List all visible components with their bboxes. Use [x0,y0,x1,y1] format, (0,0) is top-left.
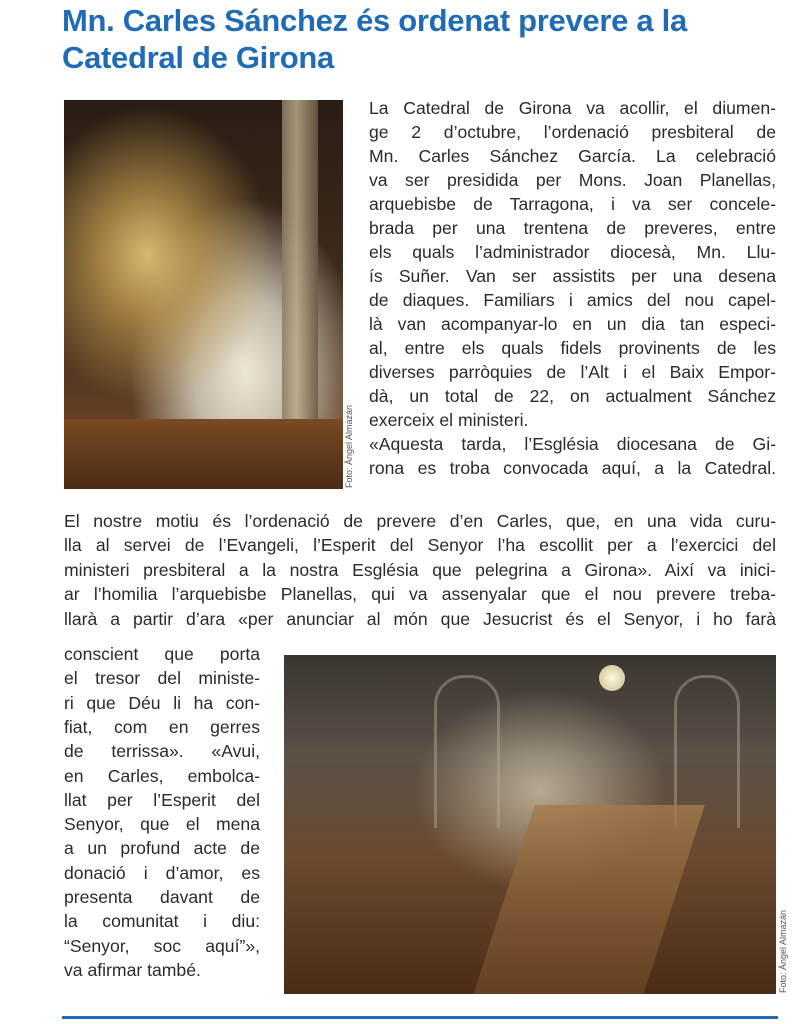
text-line: donació i d’amor, es [64,862,260,883]
text-line: llarà a partir d’ara «per anunciar al món que Jesucrist és el Senyor, i ho farà [64,608,776,629]
text-line: fiat, com en gerres [64,716,260,737]
text-line: ri que Déu li ha con- [64,692,260,713]
text-line: diverses parròquies de l’Alt i el Baix Empor- [369,362,776,382]
text-line: ge 2 d’octubre, l’ordenació presbiteral de [369,122,776,142]
text-line: la comunitat i diu: [64,911,260,932]
text-line: Senyor, que el mena [64,814,260,835]
text-line: là van acompanyar-lo en un dia tan especi- [369,314,776,334]
text-line: de terrissa». «Avui, [64,741,260,762]
text-line: «Aquesta tarda, l’Església diocesana de Gi- [369,434,776,454]
text-line: La Catedral de Girona va acollir, el diumen- [369,98,776,118]
text-line: brada per una trentena de preveres, entre [369,218,776,238]
cathedral-interior-photo [284,655,776,994]
cathedral-arch [434,675,500,828]
text-line: al, entre els quals fidels provinents de les [369,338,776,358]
text-line: el tresor del ministe- [64,668,260,689]
text-line: “Senyor, soc aquí”», [64,935,260,956]
text-line: ar l’homilia l’arquebisbe Planellas, qui va assenyalar que el nou prevere treba- [64,584,776,605]
ordination-photo [64,100,343,489]
photo-credit-1: Foto: Àngel Almazán [344,404,354,488]
text-line: va ser presidida per Mons. Joan Planellas, [369,170,776,190]
text-line: conscient que porta [64,644,260,664]
text-line: llat per l’Esperit del [64,789,260,810]
rose-window [599,665,625,691]
text-line: exerceix el ministeri. [369,410,529,430]
text-line: arquebisbe de Tarragona, i va ser concele- [369,194,776,214]
altar-floor [64,419,343,489]
photo-credit-2: Foto: Àngel Almazán [778,909,788,993]
text-line: dà, un total de 22, on actualment Sánchez [369,386,776,406]
text-line: els quals l’administrador diocesà, Mn. Llu- [369,242,776,262]
article-title: Mn. Carles Sánchez és ordenat prevere a la Catedral de Girona [62,3,687,75]
text-line: lla al servei de l’Evangeli, l’Esperit del Senyor l’ha escollit per a l’exercici del [64,535,776,556]
text-line: Mn. Carles Sánchez García. La celebració [369,146,776,166]
text-line: ministeri presbiteral a la nostra Església que pelegrina a Girona». Així va inici- [64,559,776,580]
cathedral-aisle [473,805,705,994]
bottom-divider [62,1016,778,1019]
text-line: rona es troba convocada aquí, a la Catedral. [369,458,776,478]
text-line: en Carles, embolca- [64,765,260,786]
text-line: de diaques. Familiars i amics del nou capel- [369,290,776,310]
text-line: va afirmar també. [64,959,201,980]
text-line: ís Suñer. Van ser assistits per una desena [369,266,776,286]
text-line: El nostre motiu és l’ordenació de prevere d’en Carles, que, en una vida curu- [64,511,776,531]
text-line: presenta davant de [64,887,260,907]
text-line: a un profund acte de [64,838,260,859]
